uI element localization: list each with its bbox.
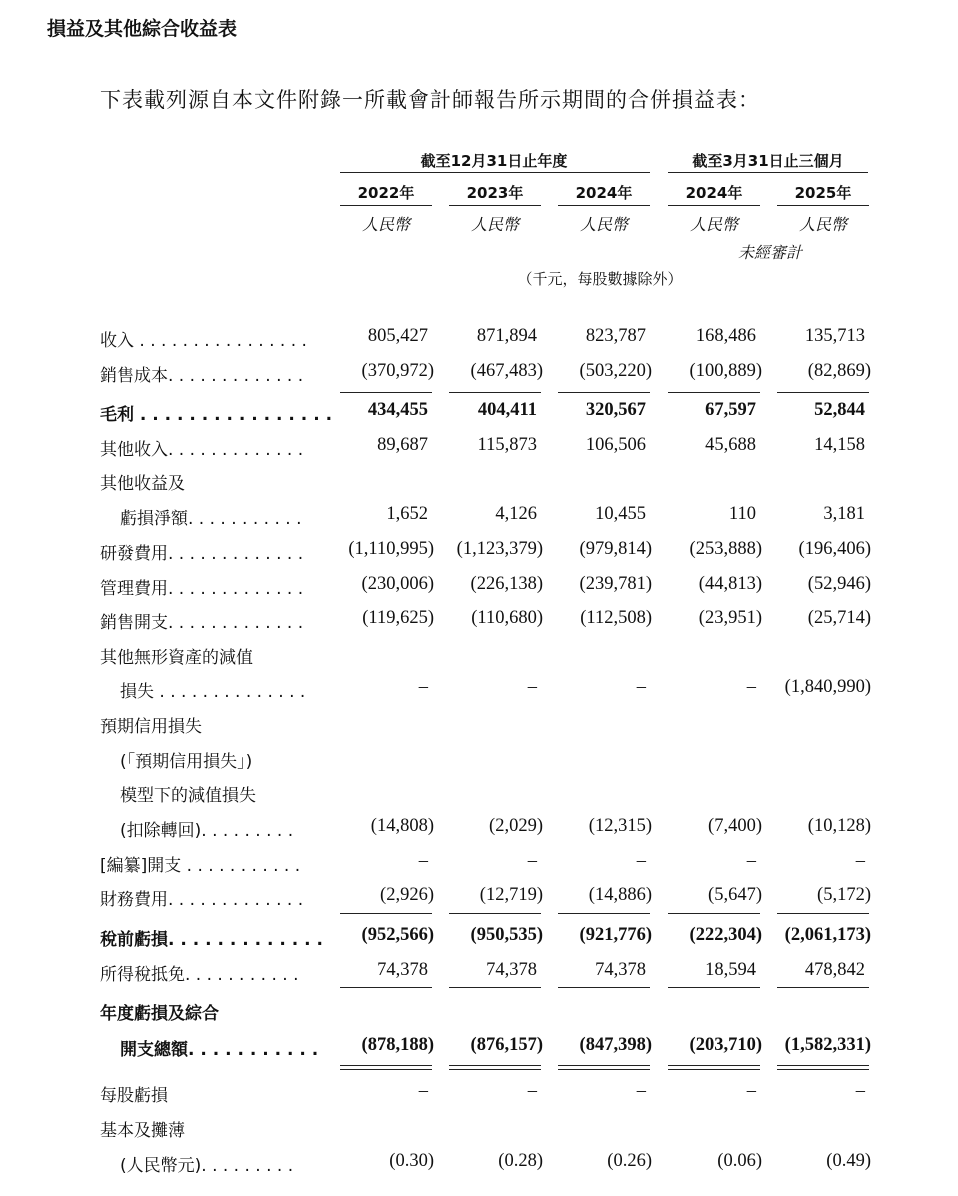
cell-value: – <box>527 851 537 871</box>
cell-value: 4,126 <box>495 504 537 524</box>
divider <box>558 205 650 206</box>
cell-value: 74,378 <box>595 960 646 980</box>
cell-value: (921,776) <box>579 925 652 945</box>
subtotal-line <box>668 987 760 988</box>
table-row <box>0 885 958 915</box>
cell-value: (14,886) <box>588 885 652 905</box>
cell-value: (7,400) <box>708 816 762 836</box>
cell-value: 110 <box>728 504 756 524</box>
row-label: 銷售開支. . . . . . . . . . . . . <box>100 613 304 633</box>
year-header: 2023年 <box>466 184 524 202</box>
subtotal-line <box>558 987 650 988</box>
row-label: (人民幣元). . . . . . . . . <box>120 1156 294 1176</box>
cell-value: 478,842 <box>804 960 865 980</box>
cell-value: 74,378 <box>377 960 428 980</box>
total-double-line <box>558 1065 650 1070</box>
currency-label: 人民幣 <box>689 215 738 234</box>
table-row <box>0 1151 958 1181</box>
table-row <box>0 539 958 569</box>
row-label: 財務費用. . . . . . . . . . . . . <box>100 890 304 910</box>
divider <box>340 205 432 206</box>
cell-value: (2,029) <box>489 816 543 836</box>
row-label: 稅前虧損. . . . . . . . . . . . . <box>100 930 323 950</box>
cell-value: 14,158 <box>814 435 865 455</box>
cell-value: – <box>636 851 646 871</box>
table-row <box>0 608 958 638</box>
cell-value: (1,582,331) <box>784 1035 871 1055</box>
cell-value: (878,188) <box>361 1035 434 1055</box>
cell-value: 10,455 <box>595 504 646 524</box>
row-label: 基本及攤薄 <box>100 1121 185 1141</box>
cell-value: (0.49) <box>826 1151 871 1171</box>
table-row <box>0 469 958 499</box>
cell-value: 320,567 <box>585 400 646 420</box>
cell-value: (5,647) <box>708 885 762 905</box>
cell-value: 115,873 <box>477 435 537 455</box>
table-row <box>0 574 958 604</box>
row-label: (「預期信用損失」) <box>120 752 253 772</box>
cell-value: (0.28) <box>498 1151 543 1171</box>
table-row <box>0 781 958 811</box>
currency-label: 人民幣 <box>579 215 628 234</box>
cell-value: (12,719) <box>479 885 543 905</box>
cell-value: (12,315) <box>588 816 652 836</box>
cell-value: (23,951) <box>698 608 762 628</box>
divider <box>340 172 650 173</box>
currency-label: 人民幣 <box>470 215 519 234</box>
table-row <box>0 361 958 391</box>
cell-value: (14,808) <box>370 816 434 836</box>
unaudited-note: 未經審計 <box>737 243 802 262</box>
cell-value: (239,781) <box>579 574 652 594</box>
cell-value: (1,123,379) <box>456 539 543 559</box>
cell-value: (5,172) <box>817 885 871 905</box>
cell-value: – <box>855 1081 865 1101</box>
row-label: 銷售成本. . . . . . . . . . . . . <box>100 366 304 386</box>
cell-value: (25,714) <box>807 608 871 628</box>
row-label: 預期信用損失 <box>100 717 202 737</box>
cell-value: – <box>636 1081 646 1101</box>
subtotal-line <box>449 913 541 914</box>
total-double-line <box>777 1065 869 1070</box>
cell-value: 871,894 <box>476 326 537 346</box>
row-label: 虧損淨額. . . . . . . . . . . <box>120 509 302 529</box>
cell-value: – <box>527 677 537 697</box>
cell-value: (110,680) <box>471 608 543 628</box>
cell-value: (370,972) <box>361 361 434 381</box>
row-label: 損失 . . . . . . . . . . . . . . <box>120 682 306 702</box>
row-label: 模型下的減值損失 <box>120 786 256 806</box>
subtotal-line <box>558 392 650 393</box>
cell-value: – <box>746 1081 756 1101</box>
cell-value: (226,138) <box>470 574 543 594</box>
table-row <box>0 712 958 742</box>
table-row <box>0 816 958 846</box>
currency-label: 人民幣 <box>361 215 410 234</box>
row-label: 年度虧損及綜合 <box>100 1004 219 1024</box>
row-label: 其他無形資產的減值 <box>100 648 253 668</box>
year-header: 2024年 <box>575 184 633 202</box>
cell-value: (203,710) <box>689 1035 762 1055</box>
divider <box>449 205 541 206</box>
subtotal-line <box>777 913 869 914</box>
table-row <box>0 851 958 881</box>
cell-value: (2,926) <box>380 885 434 905</box>
table-row <box>0 326 958 356</box>
row-label: 其他收益及 <box>100 474 185 494</box>
cell-value: 52,844 <box>814 400 865 420</box>
cell-value: (2,061,173) <box>784 925 871 945</box>
row-label: 毛利 . . . . . . . . . . . . . . . . <box>100 405 333 425</box>
currency-label: 人民幣 <box>798 215 847 234</box>
total-double-line <box>668 1065 760 1070</box>
cell-value: (112,508) <box>580 608 652 628</box>
cell-value: 1,652 <box>386 504 428 524</box>
cell-value: 404,411 <box>477 400 537 420</box>
cell-value: (82,869) <box>807 361 871 381</box>
cell-value: – <box>418 677 428 697</box>
cell-value: 434,455 <box>367 400 428 420</box>
subtotal-line <box>558 913 650 914</box>
intro-text: 下表載列源自本文件附錄一所載會計師報告所示期間的合併損益表： <box>100 88 760 112</box>
cell-value: (253,888) <box>689 539 762 559</box>
table-row <box>0 677 958 707</box>
row-label: 管理費用. . . . . . . . . . . . . <box>100 579 304 599</box>
table-row <box>0 400 958 430</box>
total-double-line <box>449 1065 541 1070</box>
cell-value: (847,398) <box>579 1035 652 1055</box>
header-group-quarter: 截至3月31日止三個月 <box>692 152 844 170</box>
year-header: 2025年 <box>794 184 852 202</box>
subtotal-line <box>668 913 760 914</box>
cell-value: (44,813) <box>698 574 762 594</box>
total-double-line <box>340 1065 432 1070</box>
cell-value: (222,304) <box>689 925 762 945</box>
table-row <box>0 999 958 1029</box>
cell-value: (503,220) <box>579 361 652 381</box>
cell-value: (950,535) <box>470 925 543 945</box>
cell-value: (0.06) <box>717 1151 762 1171</box>
unit-note: （千元，每股數據除外） <box>517 270 683 288</box>
year-header: 2022年 <box>357 184 415 202</box>
cell-value: 106,506 <box>585 435 646 455</box>
cell-value: (979,814) <box>579 539 652 559</box>
cell-value: (952,566) <box>361 925 434 945</box>
cell-value: (1,840,990) <box>784 677 871 697</box>
cell-value: 805,427 <box>367 326 428 346</box>
divider <box>777 205 869 206</box>
table-row <box>0 643 958 673</box>
cell-value: (10,128) <box>807 816 871 836</box>
row-label: 研發費用. . . . . . . . . . . . . <box>100 544 304 564</box>
table-row <box>0 504 958 534</box>
subtotal-line <box>449 987 541 988</box>
cell-value: – <box>746 851 756 871</box>
year-header: 2024年 <box>685 184 743 202</box>
row-label: 其他收入. . . . . . . . . . . . . <box>100 440 304 460</box>
subtotal-line <box>340 392 432 393</box>
cell-value: (196,406) <box>798 539 871 559</box>
row-label: 開支總額. . . . . . . . . . . <box>120 1040 319 1060</box>
cell-value: – <box>746 677 756 697</box>
subtotal-line <box>449 392 541 393</box>
cell-value: – <box>527 1081 537 1101</box>
cell-value: (230,006) <box>361 574 434 594</box>
divider <box>668 205 760 206</box>
divider <box>668 172 868 173</box>
subtotal-line <box>668 392 760 393</box>
subtotal-line <box>340 987 432 988</box>
cell-value: (52,946) <box>807 574 871 594</box>
cell-value: 168,486 <box>695 326 756 346</box>
table-row <box>0 1116 958 1146</box>
table-row <box>0 1081 958 1111</box>
cell-value: (119,625) <box>362 608 434 628</box>
cell-value: (0.30) <box>389 1151 434 1171</box>
subtotal-line <box>340 913 432 914</box>
table-row <box>0 1035 958 1065</box>
cell-value: 18,594 <box>705 960 756 980</box>
header-group-annual: 截至12月31日止年度 <box>420 152 568 170</box>
row-label: [編纂]開支 . . . . . . . . . . . <box>100 856 301 876</box>
row-label: 每股虧損 <box>100 1086 168 1106</box>
cell-value: 135,713 <box>804 326 865 346</box>
row-label: 收入 . . . . . . . . . . . . . . . . <box>100 331 307 351</box>
cell-value: (0.26) <box>607 1151 652 1171</box>
subtotal-line <box>777 392 869 393</box>
cell-value: 823,787 <box>585 326 646 346</box>
table-row <box>0 960 958 990</box>
table-row <box>0 925 958 955</box>
section-title: 損益及其他綜合收益表 <box>47 18 238 40</box>
cell-value: 74,378 <box>486 960 537 980</box>
cell-value: – <box>418 1081 428 1101</box>
row-label: 所得稅抵免. . . . . . . . . . . <box>100 965 299 985</box>
cell-value: 67,597 <box>705 400 756 420</box>
table-row <box>0 747 958 777</box>
cell-value: 3,181 <box>823 504 865 524</box>
cell-value: – <box>418 851 428 871</box>
row-label: (扣除轉回). . . . . . . . . <box>120 821 294 841</box>
cell-value: 89,687 <box>377 435 428 455</box>
cell-value: (467,483) <box>470 361 543 381</box>
cell-value: (100,889) <box>689 361 762 381</box>
cell-value: 45,688 <box>705 435 756 455</box>
cell-value: (876,157) <box>470 1035 543 1055</box>
cell-value: – <box>636 677 646 697</box>
cell-value: (1,110,995) <box>348 539 434 559</box>
cell-value: – <box>855 851 865 871</box>
table-row <box>0 435 958 465</box>
subtotal-line <box>777 987 869 988</box>
